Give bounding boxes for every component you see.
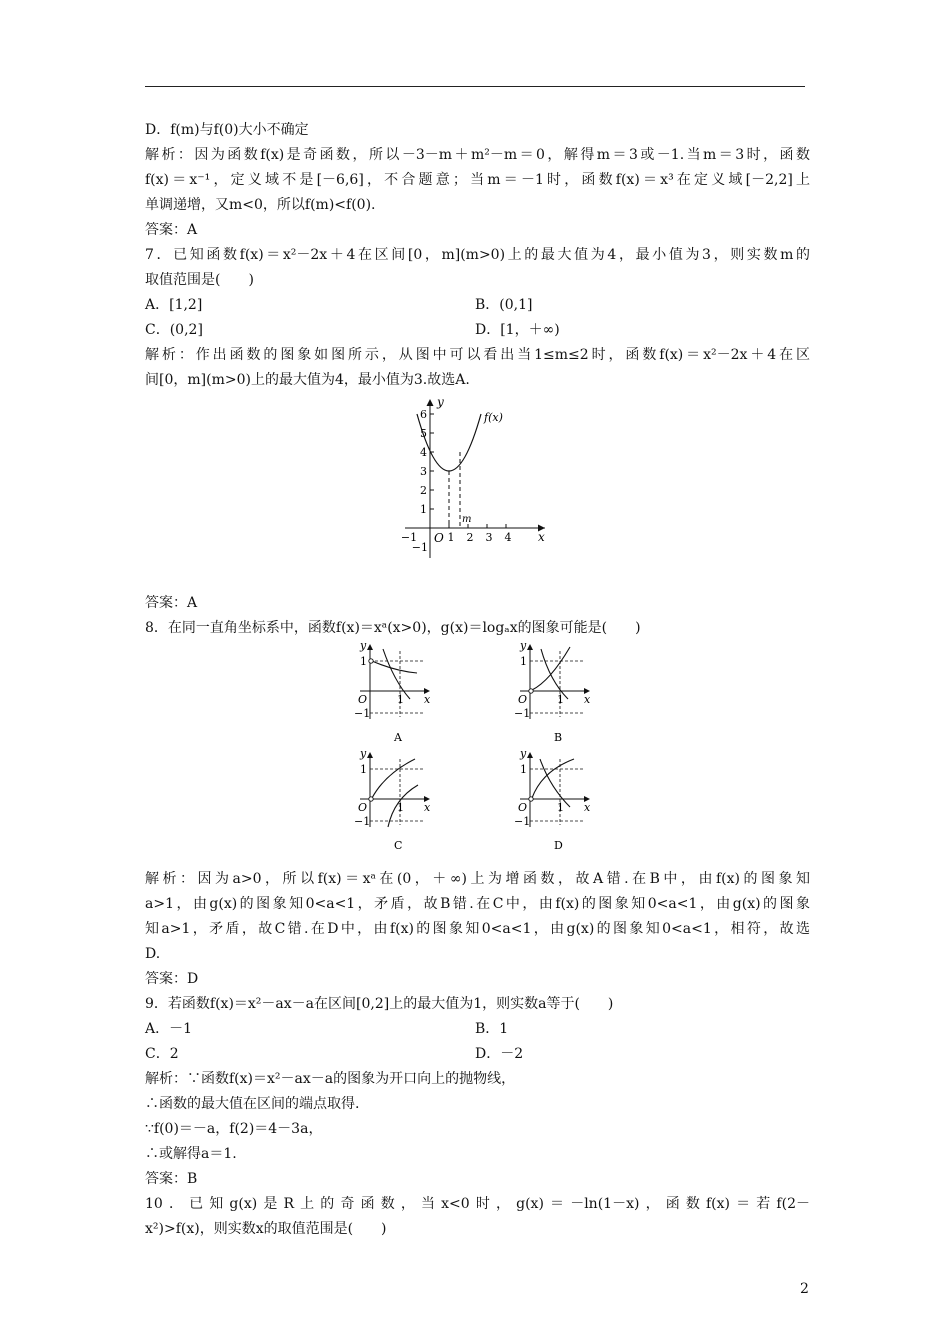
x-tick-label: 2 <box>466 531 474 544</box>
parabola-curve <box>417 414 481 471</box>
question-9: 9．若函数f(x)＝x²－ax－a在区间[0,2]上的最大值为1，则实数a等于( ) <box>145 996 614 1012</box>
graph-panel-b <box>514 641 591 744</box>
x-tick-label: 4 <box>504 531 512 544</box>
axis-label: y <box>360 747 367 760</box>
axis-label: x <box>584 801 591 814</box>
x-tick-label: −1 <box>400 531 418 544</box>
y-tick-label: 5 <box>420 427 427 440</box>
question-10: 10．已知g(x)是R上的奇函数，当x<0时，g(x)＝－ln(1－x)，函数f(x)＝若f(2－ <box>145 1196 810 1212</box>
tick-label: 1 <box>557 693 564 706</box>
panel-label: D <box>554 839 563 852</box>
tick-label: −1 <box>354 815 371 828</box>
text-line: ∴函数的最大值在区间的端点取得. <box>145 1096 360 1112</box>
axis-label: y <box>360 641 367 652</box>
answer-line: 答案：A <box>145 595 198 611</box>
y-tick-label: 3 <box>420 465 427 478</box>
text-line: a>1，由g(x)的图象知0<a<1，矛盾，故B错.在C中，由f(x)的图象知0<a<1，由g(x)的图象 <box>145 896 810 912</box>
tick-label: −1 <box>514 815 531 828</box>
axis-label: x <box>584 693 591 706</box>
answer-line: 答案：B <box>145 1171 198 1187</box>
q7-option-c: C．(0,2] <box>145 322 203 338</box>
x-tick-label: 3 <box>485 531 493 544</box>
text-line: 单调递增，又m<0，所以f(m)<f(0). <box>145 197 376 213</box>
text-line: ∵f(0)＝－a，f(2)＝4－3a， <box>145 1121 323 1137</box>
text-line: D. <box>145 946 161 962</box>
parabola-graph <box>400 393 700 568</box>
tick-label: 1 <box>397 801 404 814</box>
answer-line: 答案：A <box>145 222 198 238</box>
axis-label: x <box>424 801 431 814</box>
axis-label: y <box>520 747 527 760</box>
tick-label: 1 <box>397 693 404 706</box>
page-content <box>145 118 810 1242</box>
q7-options-row-1 <box>145 293 810 318</box>
tick-label: 1 <box>360 655 367 668</box>
m-label: m <box>462 514 472 525</box>
q7-option-b: B．(0,1] <box>475 297 533 313</box>
origin-label: O <box>358 801 368 814</box>
text-line: 取值范围是( ) <box>145 272 254 288</box>
y-tick-label: 4 <box>420 446 427 459</box>
y-axis-label: y <box>437 395 444 409</box>
origin-label: O <box>518 693 528 706</box>
axis-label: y <box>520 641 527 652</box>
tick-label: 1 <box>557 801 564 814</box>
text-line: 解析：因为函数f(x)是奇函数，所以－3－m＋m²－m＝0，解得m＝3或－1.当m＝3时，函数 <box>145 147 810 163</box>
q7-option-d: D．[1，＋∞) <box>475 322 560 338</box>
text-line: 间[0，m](m>0)上的最大值为4，最小值为3.故选A. <box>145 372 470 388</box>
axis-label: x <box>424 693 431 706</box>
q9-option-c: C．2 <box>145 1046 179 1062</box>
panel-label: B <box>554 731 563 744</box>
origin-label: O <box>518 801 528 814</box>
panel-label: C <box>394 839 403 852</box>
text-line: 解析：作出函数的图象如图所示，从图中可以看出当1≤m≤2时，函数f(x)＝x²－2x＋4在区 <box>145 347 810 363</box>
graph-panel-d <box>514 747 591 852</box>
y-tick-label: −1 <box>411 541 428 554</box>
question-7: 7．已知函数f(x)＝x²－2x＋4在区间[0，m](m>0)上的最大值为4，最小值为3，则实数m的 <box>145 247 810 263</box>
tick-label: −1 <box>354 707 371 720</box>
page-number: 2 <box>800 1281 809 1297</box>
y-axis-arrow <box>427 399 434 406</box>
text-line: D．f(m)与f(0)大小不确定 <box>145 122 309 138</box>
q7-options-row-2 <box>145 318 810 343</box>
question-8: 8．在同一直角坐标系中，函数f(x)＝xᵃ(x>0)，g(x)＝logₐx的图象可能是( ) <box>145 620 641 636</box>
parabola-figure <box>145 393 810 591</box>
four-graphs-figure <box>145 641 810 867</box>
tick-label: 1 <box>520 763 527 776</box>
q9-options-row-1 <box>145 1017 810 1042</box>
graph-panel-a <box>354 641 431 744</box>
text-line: 解析：∵函数f(x)＝x²－ax－a的图象为开口向上的抛物线， <box>145 1071 516 1087</box>
y-tick-label: 6 <box>420 408 427 421</box>
origin-label: O <box>434 531 444 545</box>
q9-options-row-2 <box>145 1042 810 1067</box>
text-line: ∴或解得a＝1. <box>145 1146 237 1162</box>
q9-option-d: D．－2 <box>475 1046 524 1062</box>
y-tick-label: 1 <box>420 503 427 516</box>
graph-panel-c <box>354 747 431 852</box>
panel-label: A <box>394 731 402 744</box>
graphs-panel-grid <box>350 641 610 861</box>
q9-option-b: B．1 <box>475 1021 509 1037</box>
answer-line: 答案：D <box>145 971 199 987</box>
q9-option-a: A．－1 <box>145 1021 193 1037</box>
text-line: 解析：因为a>0，所以f(x)＝xᵃ在(0，＋∞)上为增函数，故A错.在B中，由f(x)的图象知 <box>145 871 810 887</box>
curve-label: f(x) <box>484 411 503 424</box>
tick-label: 1 <box>360 763 367 776</box>
x-axis-label: x <box>538 530 545 544</box>
tick-label: −1 <box>514 707 531 720</box>
text-line: 知a>1，矛盾，故C错.在D中，由f(x)的图象知0<a<1，由g(x)的图象知0<a<1，相符，故选 <box>145 921 810 937</box>
header-rule <box>145 86 805 87</box>
x-tick-label: 1 <box>447 531 455 544</box>
tick-label: 1 <box>520 655 527 668</box>
text-line: x²)>f(x)，则实数x的取值范围是( ) <box>145 1221 387 1237</box>
origin-label: O <box>358 693 368 706</box>
q7-option-a: A．[1,2] <box>145 297 203 313</box>
text-line: f(x)＝x⁻¹，定义域不是[－6,6]，不合题意；当m＝－1时，函数f(x)＝x³在定义域[－2,2]上 <box>145 172 810 188</box>
y-tick-label: 2 <box>420 484 427 497</box>
